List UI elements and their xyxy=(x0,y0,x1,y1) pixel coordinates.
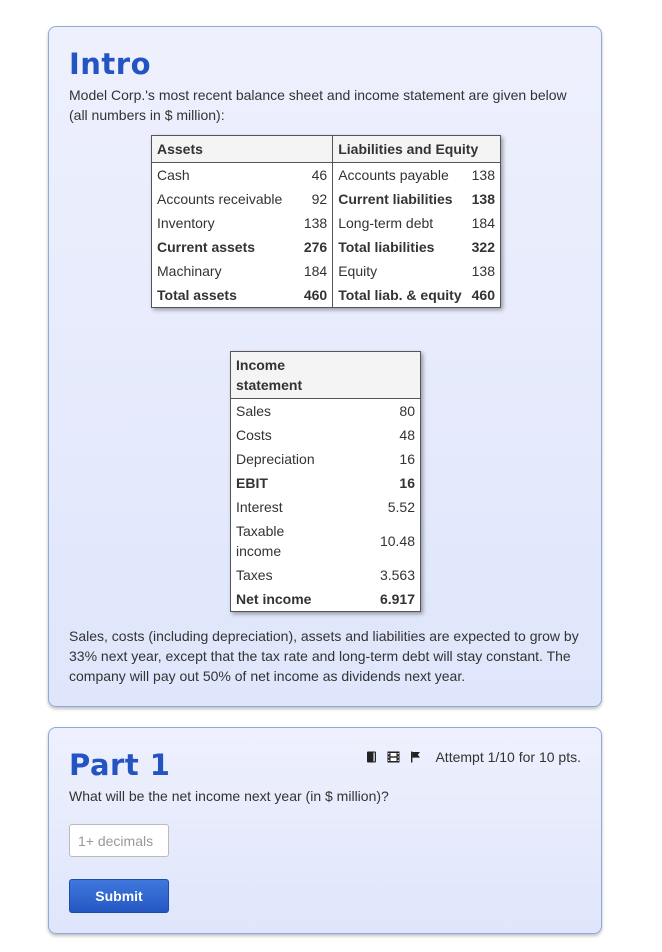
liability-label: Total liabilities xyxy=(338,239,435,255)
liability-label: Current liabilities xyxy=(338,191,453,207)
asset-label: Total assets xyxy=(157,287,237,303)
income-item-value: 10.48 xyxy=(379,533,415,549)
income-statement-row xyxy=(231,587,421,612)
income-item-value: 6.917 xyxy=(379,591,415,607)
income-item-label: Interest xyxy=(236,499,283,515)
answer-input[interactable] xyxy=(69,824,169,857)
part1-card xyxy=(48,727,602,934)
income-item-label: Taxes xyxy=(236,567,273,583)
income-statement-row xyxy=(231,495,421,519)
liability-label: Total liab. & equity xyxy=(338,287,462,303)
asset-value: 460 xyxy=(293,283,333,308)
intro-description: Model Corp.'s most recent balance sheet and income statement are given below (all numbers in $ million): xyxy=(69,87,567,123)
submit-button[interactable]: Submit xyxy=(69,879,169,913)
income-item-label: Costs xyxy=(236,427,272,443)
assets-header: Assets xyxy=(152,136,333,163)
income-item-value: 5.52 xyxy=(387,499,415,515)
intro-card xyxy=(48,26,602,707)
part1-title: Part 1 xyxy=(69,748,171,782)
balance-sheet-row xyxy=(152,235,501,259)
liability-value: 460 xyxy=(471,287,495,303)
income-item-value: 16 xyxy=(399,475,415,491)
asset-label: Cash xyxy=(157,167,190,183)
balance-sheet-row xyxy=(152,211,501,235)
balance-sheet-row xyxy=(152,259,501,283)
income-item-label: Sales xyxy=(236,403,272,419)
liability-value: 184 xyxy=(471,215,495,231)
income-statement-table xyxy=(230,351,421,612)
asset-value: 92 xyxy=(293,187,333,211)
income-item-value: 16 xyxy=(399,451,415,467)
book-icon[interactable] xyxy=(366,751,377,763)
income-statement-row xyxy=(231,423,421,447)
balance-sheet-header-row xyxy=(152,136,501,163)
income-statement-row xyxy=(231,399,421,424)
asset-value: 184 xyxy=(293,259,333,283)
asset-label: Machinary xyxy=(157,263,222,279)
liability-value: 138 xyxy=(471,191,495,207)
asset-label: Accounts receivable xyxy=(157,191,283,207)
liabilities-header: Liabilities and Equity xyxy=(333,136,501,163)
assumptions-text: Sales, costs (including depreciation), assets and liabilities are expected to grow by 33% next year, except that the tax rate and long-term debt will stay constant. The company will pay out 50% of net income as dividends next year. xyxy=(69,628,579,684)
income-statement-header xyxy=(231,352,421,399)
income-statement-header-row xyxy=(231,352,421,399)
income-statement-row xyxy=(231,519,421,563)
income-item-label: Depreciation xyxy=(236,451,315,467)
income-item-label: EBIT xyxy=(236,475,268,491)
liability-label: Accounts payable xyxy=(338,167,449,183)
intro-title: Intro xyxy=(69,47,152,81)
asset-label: Current assets xyxy=(157,239,256,255)
asset-value: 138 xyxy=(293,211,333,235)
film-icon[interactable] xyxy=(387,751,400,763)
balance-sheet-row xyxy=(152,187,501,211)
liability-label: Equity xyxy=(338,263,378,279)
balance-sheet-row xyxy=(152,283,501,308)
liability-value: 322 xyxy=(471,239,495,255)
income-statement-row xyxy=(231,471,421,495)
part1-question: What will be the net income next year (in $ million)? xyxy=(69,788,389,804)
income-item-label: Taxable income xyxy=(236,523,285,559)
income-item-label: Net income xyxy=(236,591,312,607)
liability-label: Long-term debt xyxy=(338,215,434,231)
income-item-value: 80 xyxy=(399,403,415,419)
question-toolbar xyxy=(366,749,581,765)
balance-sheet-row xyxy=(152,163,501,188)
asset-value: 276 xyxy=(293,235,333,259)
liability-value: 138 xyxy=(471,167,495,183)
attempt-counter: Attempt 1/10 for 10 pts. xyxy=(435,749,581,765)
liability-value: 138 xyxy=(471,263,495,279)
flag-icon[interactable] xyxy=(410,751,421,763)
income-statement-row xyxy=(231,563,421,587)
income-item-value: 48 xyxy=(399,427,415,443)
income-statement-header-label: Income statement xyxy=(236,357,303,393)
asset-value: 46 xyxy=(293,163,333,188)
asset-label: Inventory xyxy=(157,215,215,231)
income-item-value: 3.563 xyxy=(379,567,415,583)
income-statement-row xyxy=(231,447,421,471)
balance-sheet-table xyxy=(151,135,501,308)
